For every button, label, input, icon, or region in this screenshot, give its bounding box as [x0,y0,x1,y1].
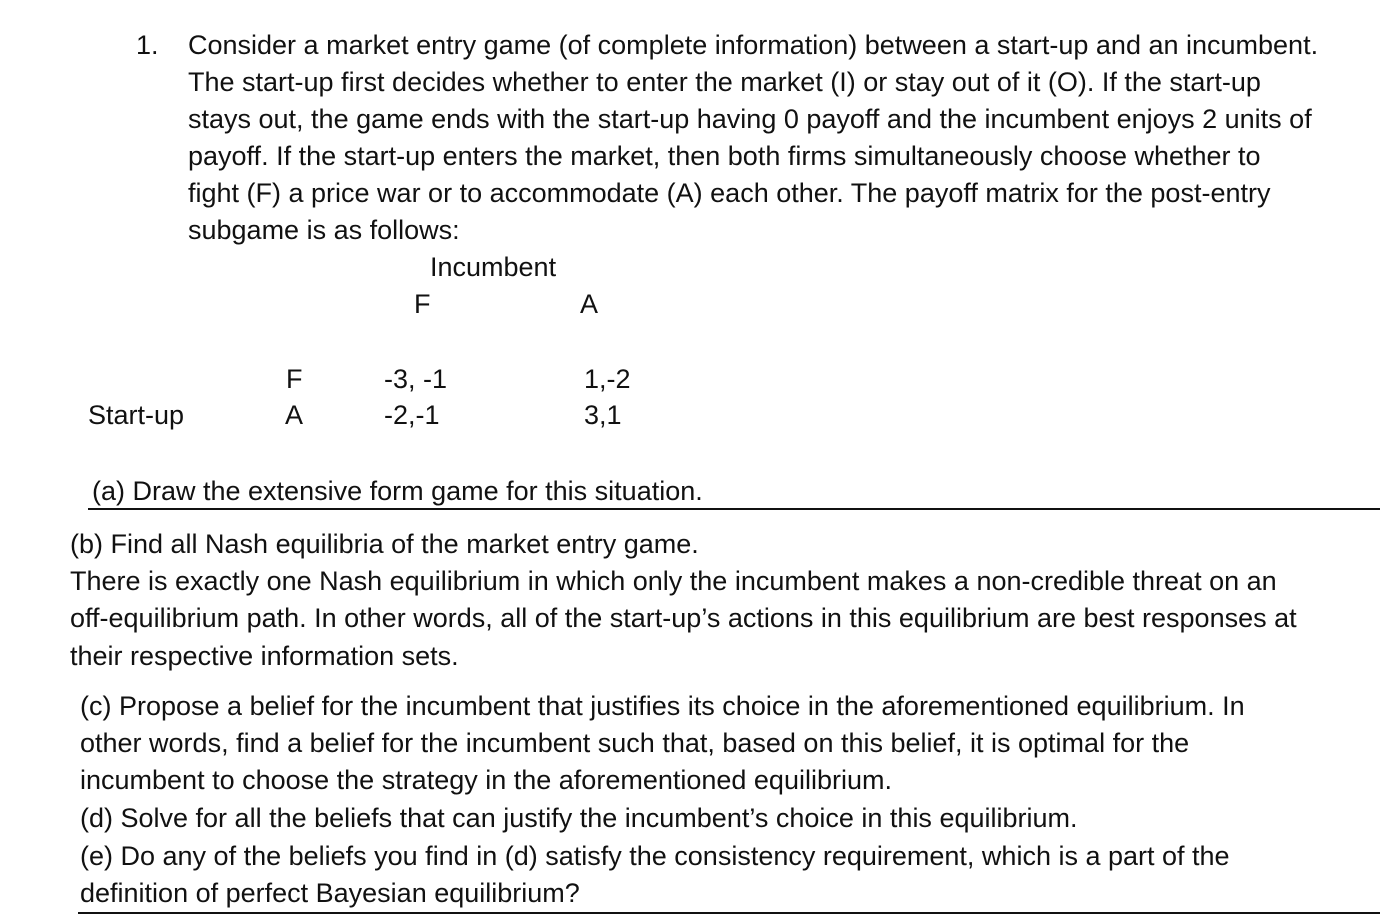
part-b-line-4: their respective information sets. [70,641,459,671]
intro-line-1: Consider a market entry game (of complete information) between a start-up and an incumbent. [188,30,1319,60]
part-c-line-1: (c) Propose a belief for the incumbent that justifies its choice in the aforementioned equilibrium. In [80,691,1245,721]
bottom-rule [78,912,1380,914]
divider-rule [88,508,1380,510]
part-c-line-2: other words, find a belief for the incumbent such that, based on this belief, it is optimal for the [80,728,1190,758]
part-b-line-3: off-equilibrium path. In other words, all of the start-up’s actions in this equilibrium are best responses at [70,603,1297,633]
intro-line-3: stays out, the game ends with the start-up having 0 payoff and the incumbent enjoys 2 units of [188,104,1312,134]
intro-line-4: payoff. If the start-up enters the market, then both firms simultaneously choose whether to [188,141,1261,171]
part-b-line-2: There is exactly one Nash equilibrium in which only the incumbent makes a non-credible threat on an [70,566,1277,596]
row-header-a: A [285,400,304,430]
question-number: 1. [136,30,159,60]
intro-line-5: fight (F) a price war or to accommodate (A) each other. The payoff matrix for the post-entry [188,178,1271,208]
intro-line-2: The start-up first decides whether to enter the market (I) or stay out of it (O). If the start-up [188,67,1261,97]
intro-line-6: subgame is as follows: [188,215,460,245]
row-player-label: Start-up [88,400,185,430]
part-a: (a) Draw the extensive form game for this situation. [92,476,703,506]
cell-a-a: 3,1 [584,400,622,430]
part-e-line-1: (e) Do any of the beliefs you find in (d) satisfy the consistency requirement, which is a part of the [80,841,1230,871]
part-e-line-2: definition of perfect Bayesian equilibrium? [80,878,580,908]
part-d: (d) Solve for all the beliefs that can justify the incumbent’s choice in this equilibrium. [80,803,1078,833]
part-c-line-3: incumbent to choose the strategy in the aforementioned equilibrium. [80,765,892,795]
column-header-f: F [414,289,431,319]
cell-a-f: -2,-1 [384,400,440,430]
row-header-f: F [286,364,303,394]
part-b-line-1: (b) Find all Nash equilibria of the market entry game. [70,529,699,559]
column-header-a: A [580,289,599,319]
cell-f-f: -3, -1 [384,364,448,394]
column-player-label: Incumbent [430,252,557,282]
cell-f-a: 1,-2 [584,364,631,394]
